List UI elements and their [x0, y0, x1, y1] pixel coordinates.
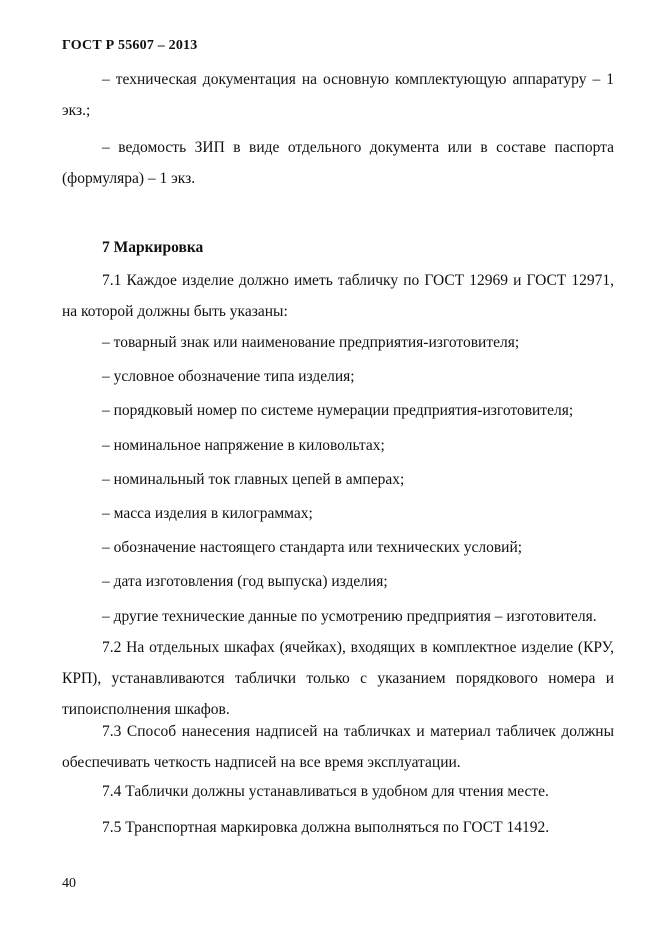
list-item: – порядковый номер по системе нумерации предприятия-изготовителя; [102, 402, 574, 420]
section-block [62, 232, 614, 263]
paragraph-7-3-block [62, 716, 614, 778]
document-header: ГОСТ Р 55607 – 2013 [62, 38, 198, 53]
list-item: – условное обозначение типа изделия; [102, 368, 355, 386]
list-item: – номинальный ток главных цепей в амперах; [102, 470, 405, 488]
paragraph-7-5-block [62, 812, 614, 843]
paragraph-7-5: 7.5 Транспортная маркировка должна выполняться по ГОСТ 14192. [102, 819, 550, 836]
list-item: – масса изделия в килограммах; [102, 505, 313, 523]
list-item: – ведомость ЗИП в виде отдельного документа или в составе паспорта (формуляра) – 1 экз. [62, 139, 614, 187]
list-item: – номинальное напряжение в киловольтах; [102, 436, 385, 454]
paragraph-7-1-block [62, 265, 614, 327]
paragraph-7-4-block [62, 776, 614, 807]
page-number: 40 [62, 876, 76, 891]
list-item: – обозначение настоящего стандарта или технических условий; [102, 539, 523, 557]
paragraph-7-2: 7.2 На отдельных шкафах (ячейках), входящих в комплектное изделие (КРУ, КРП), устанавливаются таблички только с указанием порядкового номера и типоисполнения шкафов. [62, 639, 614, 718]
list-item: – дата изготовления (год выпуска) изделия; [102, 573, 388, 591]
paragraph-7-2-block [62, 632, 614, 725]
paragraph-7-1: 7.1 Каждое изделие должно иметь табличку по ГОСТ 12969 и ГОСТ 12971, на которой должны быть указаны: [62, 272, 614, 320]
top-items-block [62, 64, 614, 194]
section-heading: 7 Маркировка [102, 239, 204, 256]
list-item: – другие технические данные по усмотрению предприятия – изготовителя. [102, 607, 597, 625]
marking-list [62, 326, 614, 634]
list-item: – товарный знак или наименование предприятия-изготовителя; [102, 334, 520, 351]
paragraph-7-3: 7.3 Способ нанесения надписей на табличках и материал табличек должны обеспечивать четкость надписей на все время эксплуатации. [62, 723, 614, 771]
paragraph-7-4: 7.4 Таблички должны устанавливаться в удобном для чтения месте. [102, 783, 549, 800]
list-item: – техническая документация на основную комплектующую аппаратуру – 1 экз.; [62, 71, 614, 119]
